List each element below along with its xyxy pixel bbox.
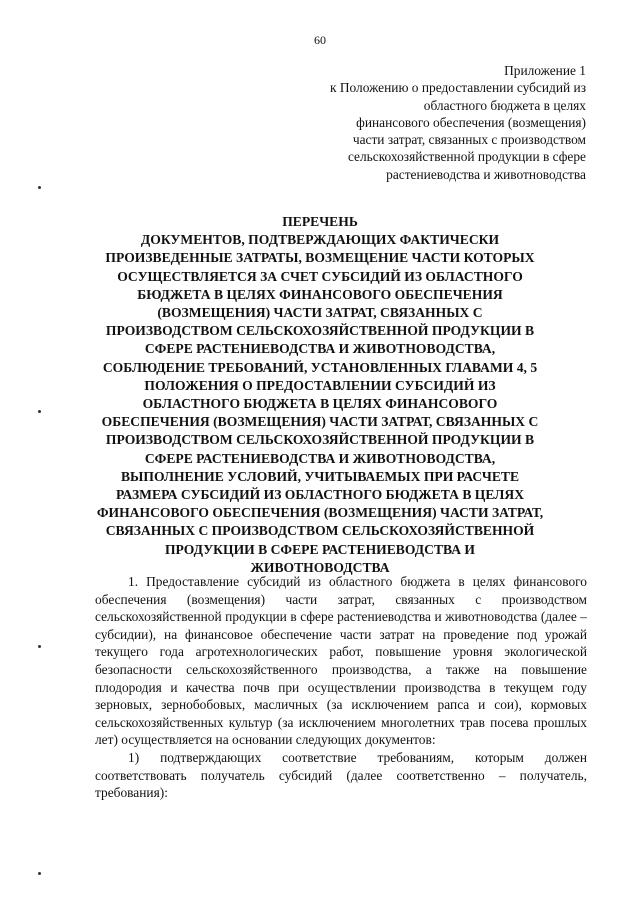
appendix-line: Приложение 1 (504, 63, 586, 78)
title-line: ПЕРЕЧЕНЬ (282, 214, 358, 229)
title-line: БЮДЖЕТА В ЦЕЛЯХ ФИНАНСОВОГО ОБЕСПЕЧЕНИЯ (137, 286, 503, 302)
appendix-line: финансового обеспечения (возмещения) (356, 114, 586, 130)
title-line: СВЯЗАННЫХ С ПРОИЗВОДСТВОМ СЕЛЬСКОХОЗЯЙСТВЕННОЙ (105, 523, 535, 539)
title-line: ПОЛОЖЕНИЯ О ПРЕДОСТАВЛЕНИИ СУБСИДИЙ ИЗ (144, 377, 496, 393)
page-number: 60 (314, 33, 326, 47)
scan-speck (38, 645, 41, 648)
title-line: ПРОИЗВОДСТВОМ СЕЛЬСКОХОЗЯЙСТВЕННОЙ ПРОДУКЦИИ В (105, 432, 535, 448)
appendix-line: сельскохозяйственной продукции в сфере (347, 149, 586, 165)
paragraph-1: 1. Предоставление субсидий из областного бюджета в целях финансового обеспечения (возмещения) части затрат, связанных с производством сельскохозяйственной продукции в сфере растениеводства и животноводства (далее – субсидии), на финансовое обеспечение части затрат на проведение под урожай текущего года агротехнологических работ, повышение уровня экологической безопасности сельскохозяйственного производства, а также на повышение плодородия и качества почв при осуществлении производства в текущем году зерновых, зернобобовых, масличных (за исключением рапса и сои), кормовых сельскохозяйственных культур (за исключением многолетних трав посева прошлых лет) осуществляется на основании следующих документов: (95, 574, 587, 748)
title-line: ПРОДУКЦИИ В СФЕРЕ РАСТЕНИЕВОДСТВА И (164, 541, 476, 557)
appendix-line: части затрат, связанных с производством (352, 132, 586, 148)
appendix-line: к Положению о предоставлении субсидий из (330, 80, 586, 96)
appendix-header (286, 62, 586, 183)
body-text (95, 573, 587, 802)
scan-speck (38, 186, 41, 189)
title-line: ЖИВОТНОВОДСТВА (250, 559, 390, 575)
document-title (60, 213, 580, 577)
title-line: ПРОИЗВЕДЕННЫЕ ЗАТРАТЫ, ВОЗМЕЩЕНИЕ ЧАСТИ КОТОРЫХ (105, 250, 535, 266)
title-line: ДОКУМЕНТОВ, ПОДТВЕРЖДАЮЩИХ ФАКТИЧЕСКИ (140, 232, 500, 248)
appendix-line: областного бюджета в целях (423, 97, 586, 113)
title-line: РАЗМЕРА СУБСИДИЙ ИЗ ОБЛАСТНОГО БЮДЖЕТА В ЦЕЛЯХ (115, 487, 525, 503)
appendix-line: растениеводства и животноводства (386, 166, 586, 182)
scan-speck (38, 872, 41, 875)
title-line: СОБЛЮДЕНИЕ ТРЕБОВАНИЙ, УСТАНОВЛЕННЫХ ГЛАВАМИ 4, 5 (102, 359, 538, 375)
title-line: СФЕРЕ РАСТЕНИЕВОДСТВА И ЖИВОТНОВОДСТВА, (144, 341, 496, 357)
title-line: ОСУЩЕСТВЛЯЕТСЯ ЗА СЧЕТ СУБСИДИЙ ИЗ ОБЛАСТНОГО (117, 268, 523, 284)
title-line: ОБЛАСТНОГО БЮДЖЕТА В ЦЕЛЯХ ФИНАНСОВОГО (142, 396, 498, 412)
title-line: (ВОЗМЕЩЕНИЯ) ЧАСТИ ЗАТРАТ, СВЯЗАННЫХ С (157, 305, 483, 321)
title-line: ВЫПОЛНЕНИЕ УСЛОВИЙ, УЧИТЫВАЕМЫХ ПРИ РАСЧЕТЕ (120, 468, 520, 484)
title-line: ФИНАНСОВОГО ОБЕСПЕЧЕНИЯ (ВОЗМЕЩЕНИЯ) ЧАСТИ ЗАТРАТ, (96, 505, 544, 521)
title-line: ОБЕСПЕЧЕНИЯ (ВОЗМЕЩЕНИЯ) ЧАСТИ ЗАТРАТ, СВЯЗАННЫХ С (101, 414, 539, 430)
scan-speck (38, 410, 41, 413)
title-line: СФЕРЕ РАСТЕНИЕВОДСТВА И ЖИВОТНОВОДСТВА, (144, 450, 496, 466)
title-line: ПРОИЗВОДСТВОМ СЕЛЬСКОХОЗЯЙСТВЕННОЙ ПРОДУКЦИИ В (105, 323, 535, 339)
paragraph-2: 1) подтверждающих соответствие требованиям, которым должен соответствовать получатель субсидий (далее соответственно – получатель, требования): (95, 749, 587, 801)
